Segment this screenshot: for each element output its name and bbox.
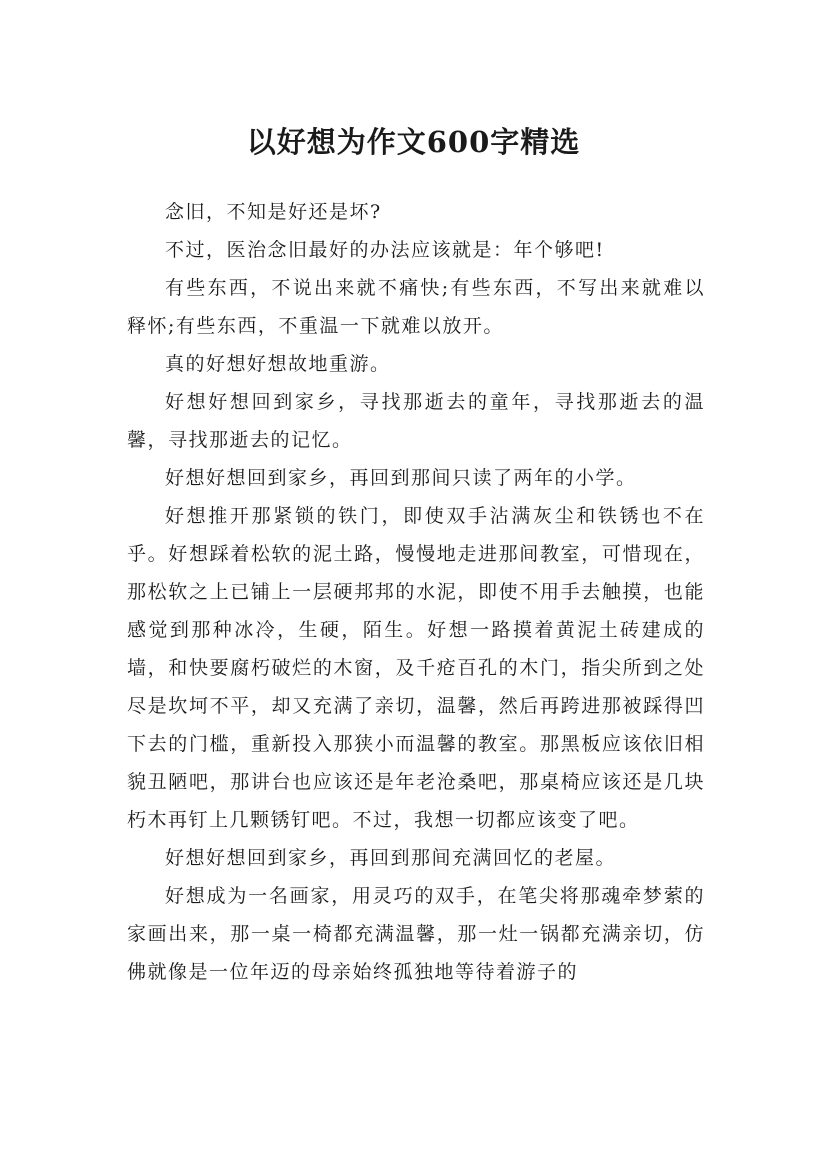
article-body [127,193,705,991]
paragraph-9: 好想成为一名画家，用灵巧的双手，在笔尖将那魂牵梦萦的家画出来，那一桌一椅都充满温馨，那一灶一锅都充满亲切，仿佛就像是一位年迈的母亲始终孤独地等待着游子的 [127,885,705,983]
paragraph-1: 念旧，不知是好还是坏? [165,201,382,223]
paragraph-2: 不过，医治念旧最好的办法应该就是：年个够吧! [165,239,605,261]
document-title: 以好想为作文600字精选 [246,125,581,160]
paragraph-5: 好想好想回到家乡，寻找那逝去的童年，寻找那逝去的温馨，寻找那逝去的记忆。 [127,391,705,451]
paragraph-8: 好想好想回到家乡，再回到那间充满回忆的老屋。 [165,847,617,869]
paragraph-7: 好想推开那紧锁的铁门，即使双手沾满灰尘和铁锈也不在乎。好想踩着松软的泥土路，慢慢地走进那间教室，可惜现在，那松软之上已铺上一层硬邦邦的水泥，即使不用手去触摸，也能感觉到那种冰冷，生硬，陌生。好想一路摸着黄泥土砖建成的墙，和快要腐朽破烂的木窗，及千疮百孔的木门，指尖所到之处尽是坎坷不平，却又充满了亲切，温馨，然后再跨进那被踩得凹下去的门槛，重新投入那狭小而温馨的教室。那黑板应该依旧相貌丑陋吧，那讲台也应该还是年老沧桑吧，那桌椅应该还是几块朽木再钉上几颗锈钉吧。不过，我想一切都应该变了吧。 [127,505,705,831]
paragraph-6: 好想好想回到家乡，再回到那间只读了两年的小学。 [165,467,637,489]
paragraph-3: 有些东西，不说出来就不痛快;有些东西，不写出来就难以释怀;有些东西，不重温一下就难以放开。 [127,277,705,337]
paragraph-4: 真的好想好想故地重游。 [165,353,391,375]
